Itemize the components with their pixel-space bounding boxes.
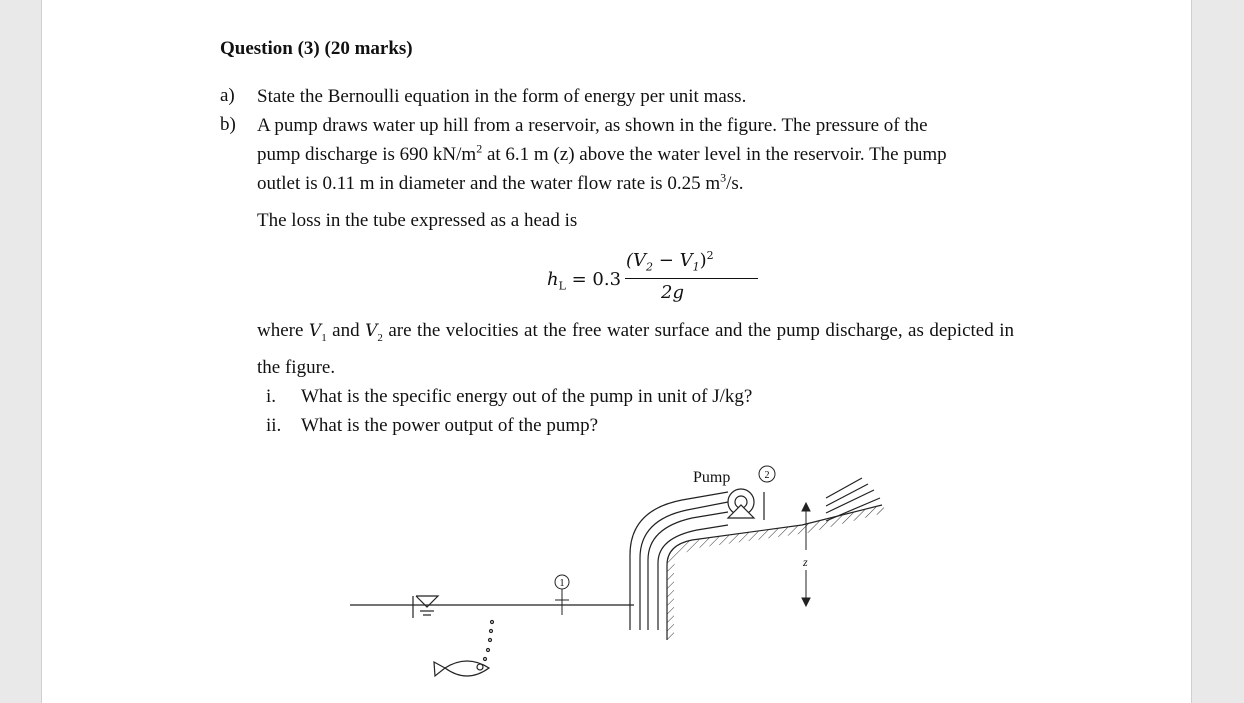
eq-sup: 2	[706, 249, 714, 262]
document-page	[41, 0, 1192, 703]
eq-v1-sub: 1	[692, 260, 700, 274]
sub-item-1-num: i.	[266, 386, 277, 407]
part-b-line-1: A pump draws water up hill from a reservoir, as shown in the figure. The pressure of the	[257, 115, 928, 136]
question-title: Question (3) (20 marks)	[220, 38, 413, 59]
part-b-letter: b)	[220, 114, 236, 135]
line3-post: /s.	[726, 173, 744, 194]
eq-close: )	[699, 250, 707, 271]
reservoir-surface	[350, 596, 634, 618]
eq-coeff: = 0.3	[565, 269, 622, 290]
where-2: and	[326, 320, 366, 341]
where-3: are the velocities at the free water surface and the pump discharge, as depicted in the figure.	[257, 320, 1015, 378]
sub-item-1-text: What is the specific energy out of the pump in unit of J/kg?	[301, 386, 753, 407]
line3-pre: outlet is 0.11 m in diameter and the water flow rate is 0.25 m	[257, 173, 721, 194]
line2-post: at 6.1 m (z) above the water level in the reservoir. The pump	[482, 144, 947, 165]
equation-denominator: 2g	[661, 282, 684, 303]
point-2-label: 2	[764, 470, 770, 481]
sub-item-2-num: ii.	[266, 415, 282, 436]
point-2-marker	[759, 466, 775, 482]
eq-v2-sub: 2	[646, 260, 654, 274]
fish-icon	[434, 621, 494, 677]
line2-pre: pump discharge is 690 kN/m	[257, 144, 477, 165]
eq-v2: V	[633, 250, 647, 271]
where-v1: V	[308, 321, 322, 341]
eq-minus: −	[653, 250, 680, 271]
z-label: z	[803, 555, 808, 569]
part-a-letter: a)	[220, 85, 235, 106]
where-v1-sub: 1	[321, 331, 327, 344]
sub-item-2-text: What is the power output of the pump?	[301, 415, 599, 436]
eq-v1: V	[679, 250, 693, 271]
line2-sup: 2	[476, 141, 483, 156]
pump-label: Pump	[693, 469, 731, 486]
eq-h-sub: L	[558, 279, 566, 293]
point-1-marker	[555, 575, 569, 615]
where-1: where	[257, 320, 309, 341]
hillside-ground	[667, 505, 887, 640]
part-a-text: State the Bernoulli equation in the form of energy per unit mass.	[257, 86, 747, 107]
eq-h: h	[547, 269, 559, 290]
line3-sup: 3	[720, 170, 727, 185]
pump-icon	[728, 489, 764, 520]
loss-text: The loss in the tube expressed as a head is	[257, 210, 578, 231]
pump-reservoir-figure	[42, 0, 1191, 703]
where-v2-sub: 2	[377, 331, 383, 344]
point-1-label: 1	[559, 578, 565, 589]
where-v2: V	[365, 321, 378, 341]
eq-open: (	[626, 250, 634, 271]
